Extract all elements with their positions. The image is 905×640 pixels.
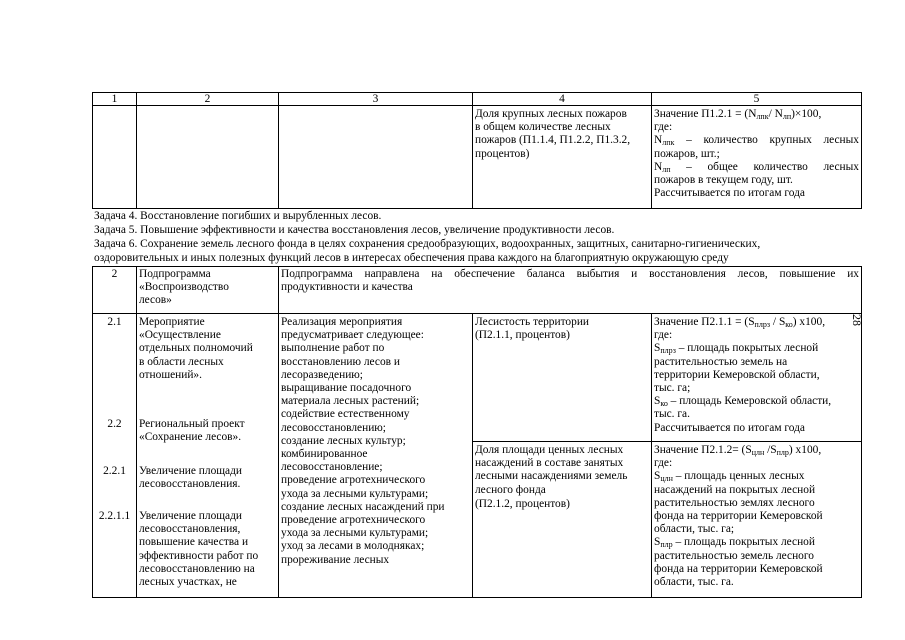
header-col-4: 4 [559, 93, 565, 105]
rule-col2 [278, 92, 279, 209]
rule-left [92, 92, 93, 209]
rule-col3 [472, 92, 473, 209]
indicator-large-fires: Доля крупных лесных пожаров в общем количестве лесных пожаров (П1.1.4, П1.2.2, П1.3.2, процентов) [475, 108, 631, 160]
indicator-valuable-plantations: Доля площади ценных лесных насаждений в составе занятых лесными насаждениями земель лесного фонда (П2.1.2, процентов) [475, 444, 628, 510]
subprogram-name: Подпрограмма «Воспроизводство лесов» [139, 268, 229, 307]
rule-col4-lower [651, 313, 652, 598]
implementation-text: Реализация мероприятия предусматривает следующее: выполнение работ по восстановлению лесов и лесоразведению; выращивание посадочного материала лесных растений; содействие естественному лесовосстановлению; создание лесных культур; комбинированное лесовосстановление; проведение агротехнического ухода за лесными культурами; создание лесных насаждений при проведение агротехнического ухода за лесными культурами; уход за лесами в молодняках; прореживание лесных [281, 316, 445, 566]
subprogram-number: 2 [111, 268, 118, 280]
measure-2-2-1-1: Увеличение площади лесовосстановления, повышение качества и эффективности работ по лесовосстановлению на лесных участках, не [139, 510, 259, 589]
rule-col1-lower [136, 266, 137, 598]
header-col-2: 2 [204, 93, 211, 105]
header-col-3: 3 [372, 93, 379, 105]
task-6: Задача 6. Сохранение земель лесного фонда в целях сохранения средообразующих, водоохранных, защитных, санитарно-гигиенических, [94, 238, 761, 250]
rule-col4 [651, 92, 652, 209]
indicator-forest-cover: Лесистость территории (П2.1.1, процентов) [475, 316, 590, 342]
rule-indicator-split [472, 441, 862, 442]
number-2-2-1: 2.2.1 [103, 465, 126, 477]
rule-subprogram-bottom [92, 313, 862, 314]
rule-col3-lower [472, 313, 473, 598]
measure-2-1: Мероприятие «Осуществление отдельных полномочий в области лесных отношений». [139, 316, 253, 381]
rule-col1 [136, 92, 137, 209]
measure-2-2: Региональный проект «Сохранение лесов». [139, 418, 245, 444]
formula-large-fires: Значение $П1.2.1 = (N_{лпк}/$ $N_{лп})\times 100$, где: $N_{лпк}$ – количество крупных лесных пожаров, шт.; $N_{лп}$ – общее количество лесных пожаров в текущем году, шт. Рассчитывается по итогам года [654, 108, 859, 200]
header-col-1: 1 [111, 93, 118, 105]
rule-subprogram-top [92, 266, 862, 267]
rule-bottom [92, 597, 862, 598]
rule-task-top [92, 208, 862, 209]
task-4: Задача 4. Восстановление погибших и вырубленных лесов. [94, 210, 382, 222]
task-6-cont: оздоровительных и иных полезных функций лесов в интересах обеспечения права каждого на благоприятную окружающую среду [94, 252, 729, 264]
number-2-1: 2.1 [107, 316, 122, 328]
subprogram-description: Подпрограмма направлена на обеспечение баланса выбытия и восстановления лесов, повышение их продуктивности и качества [281, 268, 859, 294]
formula-valuable-plantations: Значение $П2.1.2= (S_{цлн}$ $/S_{плр}$) х100, где: $S_{цлн}$ – площадь ценных лесных насаждений на покрытых лесной растительностью землях лесного фонда на территории Кемеровской области, тыс. га; $S_{плр}$ – площадь покрытых лесной растительностью земель лесного фонда на территории Кемеровской области, тыс. га. [654, 444, 823, 589]
header-col-5: 5 [753, 93, 760, 105]
number-2-2: 2.2 [107, 418, 122, 430]
formula-forest-cover: Значение $П2.1.1 = (S_{плрз} / S_{ко})$ х100, где: $S_{плрз}$ – площадь покрытых лесной растительностью земель на территории Кемеровской области, тыс. га; $S_{ко}$ – площадь Кемеровской области, тыс. га. Рассчитывается по итогам года [654, 316, 832, 434]
rule-col2-lower [278, 266, 279, 598]
measure-2-2-1: Увеличение площади лесовосстановления. [139, 465, 242, 491]
number-2-2-1-1: 2.2.1.1 [98, 510, 131, 522]
page-number: 28 [850, 314, 864, 326]
task-5: Задача 5. Повышение эффективности и качества восстановления лесов, увеличение продуктивности лесов. [94, 224, 615, 236]
rule-right [861, 92, 862, 209]
